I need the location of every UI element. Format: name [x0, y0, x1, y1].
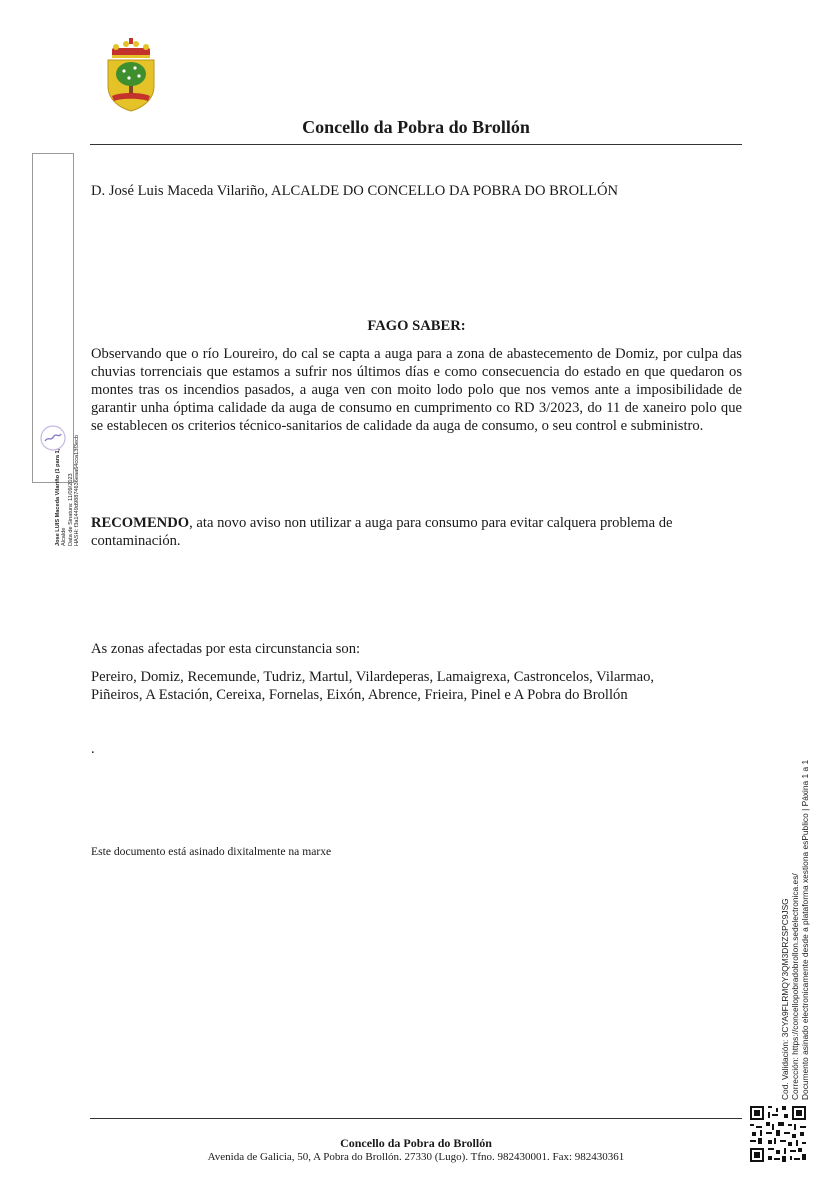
alcalde-line: D. José Luis Maceda Vilariño, ALCALDE DO CONCELLO DA POBRA DO BROLLÓN	[91, 183, 619, 199]
coat-of-arms-icon	[104, 38, 158, 112]
qr-code-icon	[750, 1106, 806, 1162]
zonas-list-line: Piñeiros, A Estación, Cereixa, Fornelas, Eixón, Abrence, Frieira, Pinel e A Pobra do Brollón	[91, 687, 628, 703]
validation-code: Cod. Validación: 3CYA9FLRMQY3QM3DRZSPC9JSG	[780, 898, 790, 1100]
footer-divider	[90, 1118, 742, 1119]
validation-platform: Documento asinado electronicamente desde a plataforma xestiona esPublico | Páxina 1 a 1	[800, 759, 811, 1100]
signer-name: Jose LUIS Maceda Vilariño (1 para 1)	[55, 448, 61, 546]
fago-saber-heading: FAGO SABER:	[367, 318, 466, 334]
footer-address: Avenida de Galicia, 50, A Pobra do Brollón. 27330 (Lugo). Tfno. 982430001. Fax: 982430361	[207, 1151, 625, 1163]
recomendo-bold: RECOMENDO	[91, 515, 190, 531]
signature-hash: HASH: f3a1449d98874636eaa64cca13f3ecb	[74, 434, 81, 546]
main-paragraph: Observando que o río Loureiro, do cal se capta a auga para a zona de abastecemento de Domiz, por culpa das chuvias torrenciais que estamos a sufrir nos últimos días e como consecuencia do estado en que quedaron os montes tras os incendios pasados, a auga ven con moito lodo polo que nos vemos ante a imposibilidade de garantir unha óptima calidade da auga de consumo en cumprimento co RD 3/2023, do 11 de xaneiro polo que se establecen os criterios técnico-sanitarios de calidade da auga de consumo, o seu control e subministro.	[91, 346, 742, 434]
footer-title: Concello da Pobra do Brollón	[340, 1136, 492, 1150]
trailing-dot: .	[91, 741, 95, 757]
signature-box	[32, 153, 81, 546]
header-divider	[90, 144, 742, 145]
signature-date: Data de Sinatura: 11/09/2023	[67, 473, 74, 546]
signer-role: Alcalde	[61, 527, 68, 546]
zonas-list	[91, 668, 742, 704]
recomendo-text: , ata novo aviso non utilizar a auga para consumo para evitar calquera problema de contaminación.	[91, 515, 673, 549]
validation-url: Corrección: https://concellopobradobrollon.sedelectronica.es/	[790, 873, 801, 1100]
validation-text	[780, 760, 811, 1100]
recomendo-paragraph	[91, 514, 742, 550]
header-title: Concello da Pobra do Brollón	[302, 117, 530, 137]
zonas-list-line: Pereiro, Domiz, Recemunde, Tudriz, Martul, Vilardeperas, Lamaigrexa, Castroncelos, Vilarmao,	[91, 669, 655, 685]
signed-note: Este documento está asinado dixitalmente na marxe	[91, 845, 332, 858]
signature-stamp-icon	[39, 424, 67, 452]
zonas-intro: As zonas afectadas por esta circunstancia son:	[91, 641, 361, 657]
